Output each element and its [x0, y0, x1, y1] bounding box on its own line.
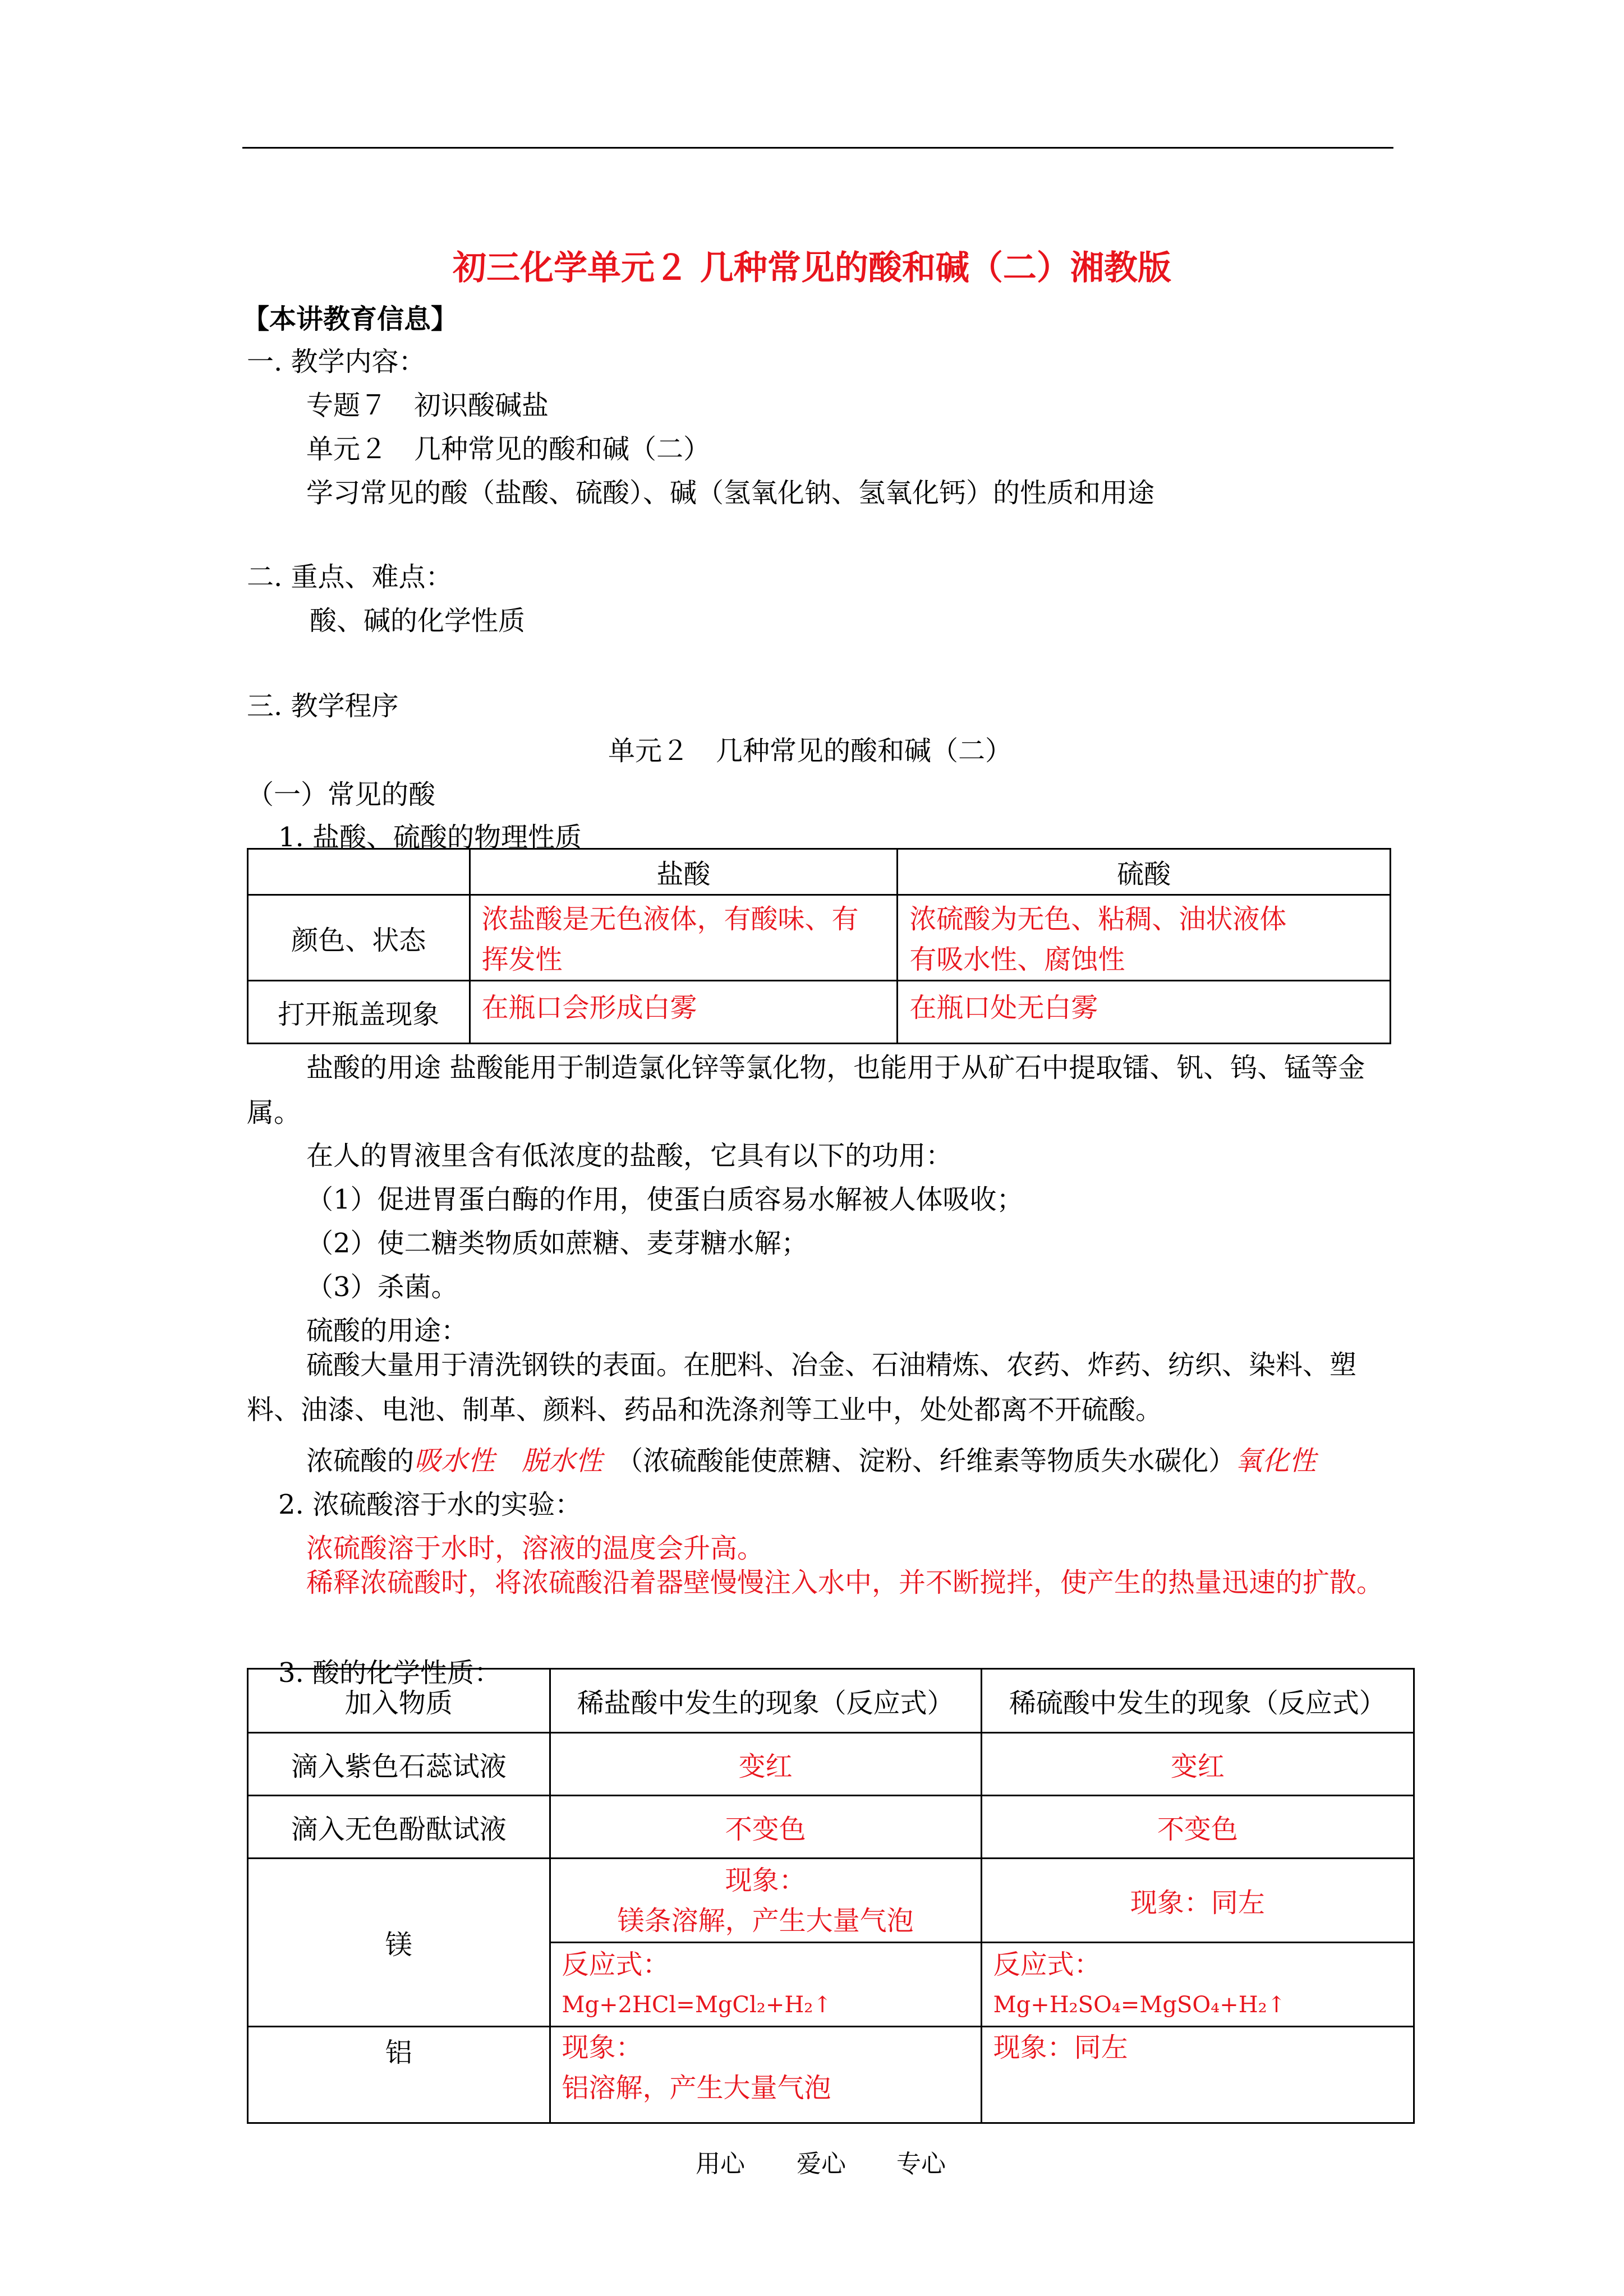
- stomach-item-2: （2）使二糖类物质如蔗糖、麦芽糖水解；: [306, 1228, 808, 1259]
- h2so4-mg-eq-title: 反应式：: [993, 1948, 1101, 1980]
- h2so4-mg-phenomenon: 现象：同左: [981, 1859, 1414, 1943]
- h2so4-al-phenomenon: 现象：同左: [981, 2027, 1414, 2123]
- table-header-cell: [248, 849, 470, 895]
- row-label: 颜色、状态: [248, 895, 470, 981]
- h2so4-mg-equation: [981, 1943, 1414, 2027]
- table-row: [248, 2027, 1414, 2123]
- h2so4-mg-eq: Mg+H₂SO₄=MgSO₄+H₂↑: [993, 1991, 1286, 2018]
- conc-middle: （浓硫酸能使蔗糖、淀粉、纤维素等物质失水碳化）: [629, 1445, 1236, 1477]
- table-header-cell: 稀盐酸中发生的现象（反应式）: [550, 1669, 981, 1733]
- hcl-litmus: 变红: [550, 1733, 981, 1796]
- footer-text-3: 专心: [896, 2150, 946, 2178]
- hcl-phenolphthalein: 不变色: [550, 1796, 981, 1859]
- section2-heading: 二. 重点、难点：: [247, 561, 453, 593]
- table-header-cell: 硫酸: [898, 849, 1391, 895]
- row-label: 滴入紫色石蕊试液: [248, 1733, 550, 1796]
- hcl-mg-phenomenon-text: 镁条溶解，产生大量气泡: [617, 1905, 914, 1937]
- hcl-open-cap: 在瓶口会形成白雾: [470, 981, 898, 1044]
- row-label: 镁: [248, 1859, 550, 2027]
- page-title: 初三化学单元２ 几种常见的酸和碱（二）湘教版: [453, 248, 1171, 288]
- stomach-intro: 在人的胃液里含有低浓度的盐酸，它具有以下的功用：: [306, 1140, 953, 1172]
- item3-heading: 3. 酸的化学性质：: [278, 1657, 502, 1689]
- stomach-item-1: （1）促进胃蛋白酶的作用，使蛋白质容易水解被人体吸收；: [306, 1184, 1024, 1215]
- conc-prop-absorb: 吸水性: [414, 1445, 495, 1477]
- hcl-mg-equation: [550, 1943, 981, 2027]
- conc-prop-oxidize: 氧化性: [1235, 1445, 1317, 1477]
- hcl-al-text: 铝溶解，产生大量气泡: [562, 2072, 831, 2104]
- table-row: [248, 1859, 1414, 1943]
- table-row: [248, 1733, 1414, 1796]
- section1-line-2: 单元２ 几种常见的酸和碱（二）: [306, 434, 711, 465]
- footer-text-1: 用心: [696, 2150, 745, 2178]
- hcl-mg-eq: Mg+2HCl=MgCl₂+H₂↑: [562, 1991, 832, 2018]
- hcl-mg-phenomenon: [550, 1859, 981, 1943]
- item2-line2: 稀释浓硫酸时，将浓硫酸沿着器壁慢慢注入水中，并不断搅拌，使产生的热量迅速的扩散。: [306, 1567, 1384, 1598]
- section1-line-3: 学习常见的酸（盐酸、硫酸）、碱（氢氧化钠、氢氧化钙）的性质和用途: [306, 477, 1155, 509]
- h2so4-litmus: 变红: [981, 1733, 1414, 1796]
- section3-heading: 三. 教学程序: [247, 690, 399, 722]
- table-header-cell: 稀硫酸中发生的现象（反应式）: [981, 1669, 1414, 1733]
- item2-line1: 浓硫酸溶于水时，溶液的温度会升高。: [306, 1533, 765, 1564]
- conc-prefix: 浓硫酸的: [306, 1445, 415, 1477]
- table-header-row: [248, 1669, 1414, 1733]
- table-header-cell: 加入物质: [248, 1669, 550, 1733]
- hcl-al-phenomenon: [550, 2027, 981, 2123]
- conc-prop-dehydrate: 脱水性: [522, 1445, 603, 1477]
- h2so4-color-state-line2: 有吸水性、腐蚀性: [909, 944, 1125, 975]
- h2so4-use-heading: 硫酸的用途：: [306, 1315, 468, 1347]
- hcl-al-title: 现象：: [562, 2032, 643, 2063]
- h2so4-color-state-line1: 浓硫酸为无色、粘稠、油状液体: [909, 903, 1287, 935]
- row-label: 打开瓶盖现象: [248, 981, 470, 1044]
- physical-properties-table: [247, 848, 1391, 1044]
- hcl-use-paragraph: 盐酸的用途 盐酸能用于制造氯化锌等氯化物，也能用于从矿石中提取镭、钒、钨、锰等金属。: [247, 1052, 1365, 1128]
- h2so4-use-paragraph: 硫酸大量用于清洗钢铁的表面。在肥料、冶金、石油精炼、农药、炸药、纺织、染料、塑料、油漆、电池、制革、颜料、药品和洗涤剂等工业中，处处都离不开硫酸。: [247, 1349, 1357, 1426]
- row-label: 铝: [248, 2027, 550, 2123]
- row-label: 滴入无色酚酞试液: [248, 1796, 550, 1859]
- section2-line: 酸、碱的化学性质: [310, 605, 526, 637]
- item2-heading: 2. 浓硫酸溶于水的实验：: [278, 1489, 582, 1520]
- table-header-cell: 盐酸: [470, 849, 898, 895]
- footer-text-2: 爱心: [797, 2150, 846, 2178]
- conc-properties-line: [306, 1439, 1316, 1478]
- chemical-properties-table: [247, 1668, 1415, 2124]
- hcl-mg-eq-title: 反应式：: [562, 1948, 670, 1980]
- stomach-item-3: （3）杀菌。: [306, 1271, 458, 1303]
- section1-heading: 一. 教学内容：: [247, 346, 426, 377]
- h2so4-phenolphthalein: 不变色: [981, 1796, 1414, 1859]
- h2so4-color-state: [898, 895, 1391, 981]
- info-heading: 【本讲教育信息】: [242, 303, 458, 335]
- header-rule: [242, 147, 1393, 149]
- hcl-mg-phenomenon-title: 现象：: [725, 1864, 806, 1896]
- section3-sub1: （一）常见的酸: [247, 779, 436, 810]
- section1-line-1: 专题７ 初识酸碱盐: [306, 390, 549, 421]
- table-row: [248, 895, 1391, 981]
- section3-item1: 1. 盐酸、硫酸的物理性质: [278, 822, 582, 853]
- hcl-color-state: 浓盐酸是无色液体，有酸味、有挥发性: [470, 895, 898, 981]
- h2so4-open-cap: 在瓶口处无白雾: [898, 981, 1391, 1044]
- table-row: [248, 981, 1391, 1044]
- table-row: [248, 1796, 1414, 1859]
- section3-center-title: 单元２ 几种常见的酸和碱（二）: [608, 735, 1013, 767]
- table-header-row: [248, 849, 1391, 895]
